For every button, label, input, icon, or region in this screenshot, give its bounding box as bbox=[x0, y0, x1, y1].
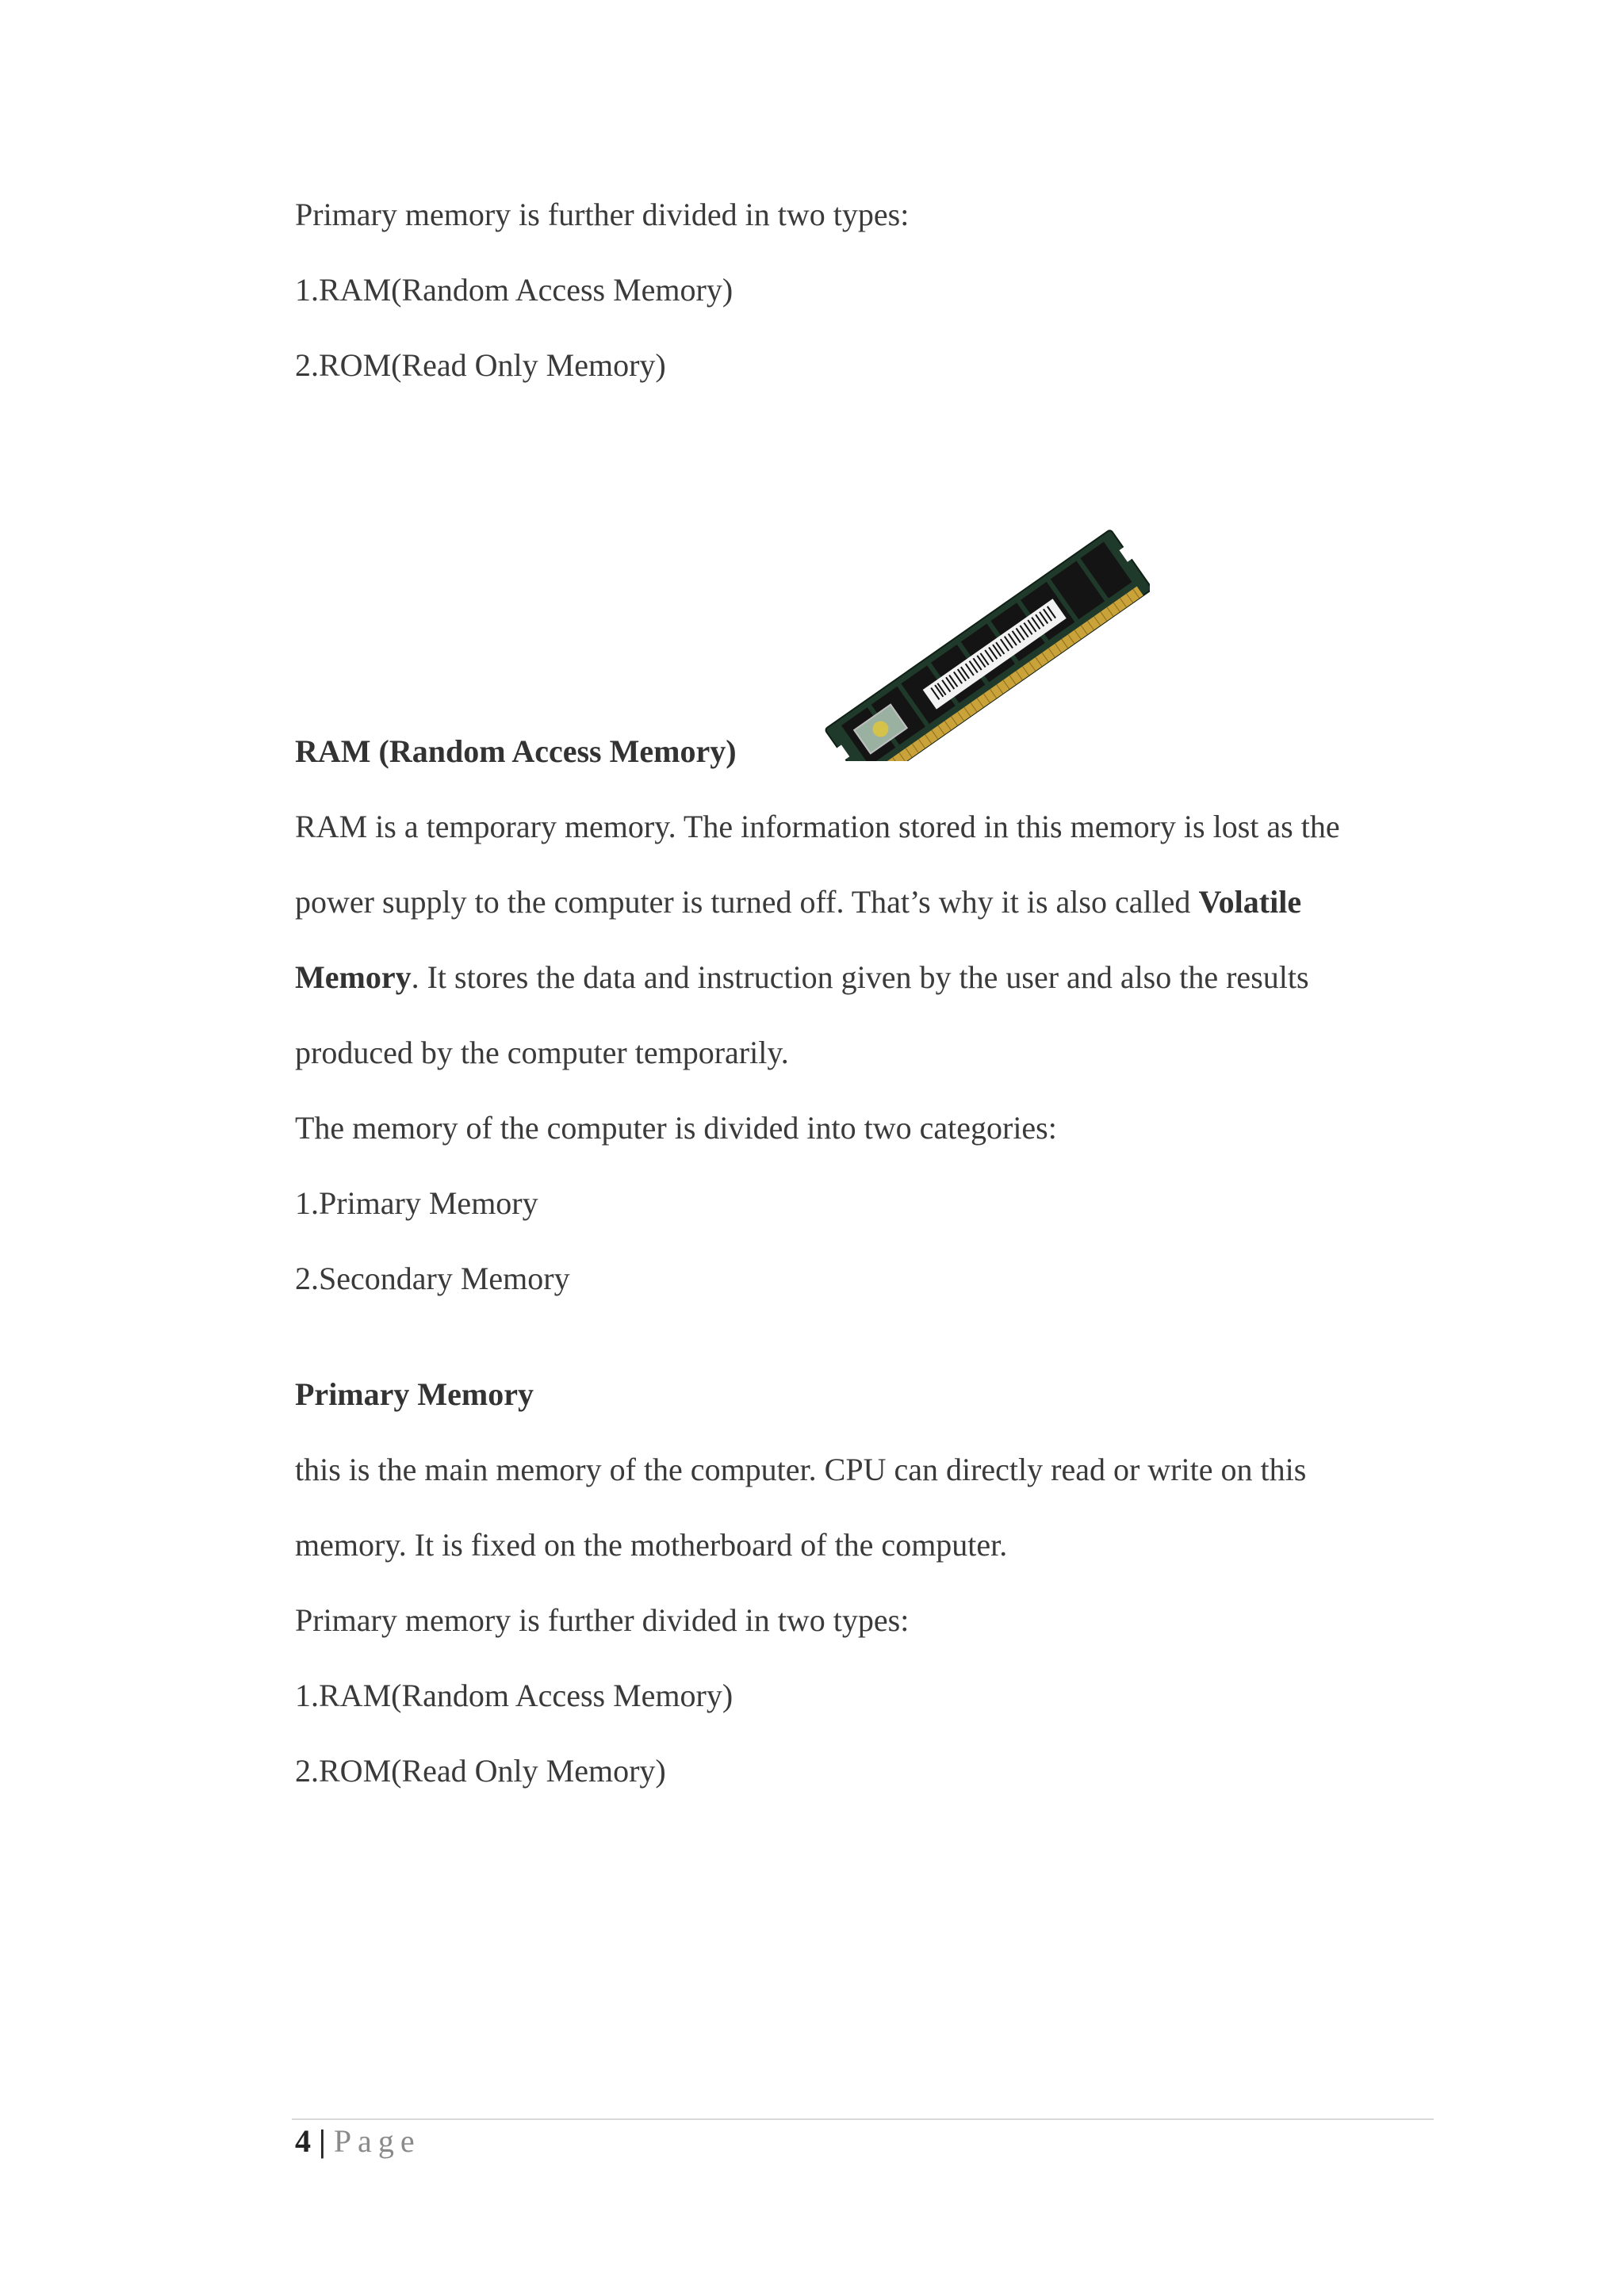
list-item: 1.Primary Memory bbox=[295, 1185, 538, 1221]
paragraph-line: The memory of the computer is divided into two categories: bbox=[295, 1110, 1057, 1146]
list-item: 2.Secondary Memory bbox=[295, 1261, 570, 1296]
ram-module-image bbox=[801, 468, 1150, 761]
intro-text: Primary memory is further divided in two types: bbox=[295, 197, 910, 232]
paragraph-line: this is the main memory of the computer. CPU can directly read or write on this bbox=[295, 1452, 1307, 1487]
footer-divider bbox=[292, 2118, 1434, 2120]
footer-separator: | bbox=[319, 2123, 326, 2159]
list-item: 2.ROM(Read Only Memory) bbox=[295, 347, 666, 383]
page-number: 4 bbox=[295, 2123, 311, 2159]
paragraph-line bbox=[295, 958, 1309, 997]
paragraph-text: power supply to the computer is turned off. That’s why it is also called bbox=[295, 884, 1199, 920]
list-item: 1.RAM(Random Access Memory) bbox=[295, 272, 733, 308]
paragraph-line: memory. It is fixed on the motherboard of the computer. bbox=[295, 1527, 1008, 1563]
section-heading: RAM (Random Access Memory) bbox=[295, 733, 737, 769]
bold-term: Volatile bbox=[1198, 884, 1302, 920]
page-footer bbox=[295, 2122, 421, 2161]
paragraph-text: . It stores the data and instruction given by the user and also the results bbox=[411, 959, 1309, 995]
paragraph-line: produced by the computer temporarily. bbox=[295, 1035, 789, 1070]
list-item: 1.RAM(Random Access Memory) bbox=[295, 1678, 733, 1713]
paragraph-line bbox=[295, 882, 1301, 922]
bold-term: Memory bbox=[295, 959, 412, 995]
paragraph-line: RAM is a temporary memory. The information stored in this memory is lost as the bbox=[295, 809, 1340, 844]
section-heading: Primary Memory bbox=[295, 1376, 534, 1412]
paragraph-line: Primary memory is further divided in two types: bbox=[295, 1602, 910, 1638]
list-item: 2.ROM(Read Only Memory) bbox=[295, 1753, 666, 1789]
page-label: Page bbox=[333, 2123, 421, 2159]
